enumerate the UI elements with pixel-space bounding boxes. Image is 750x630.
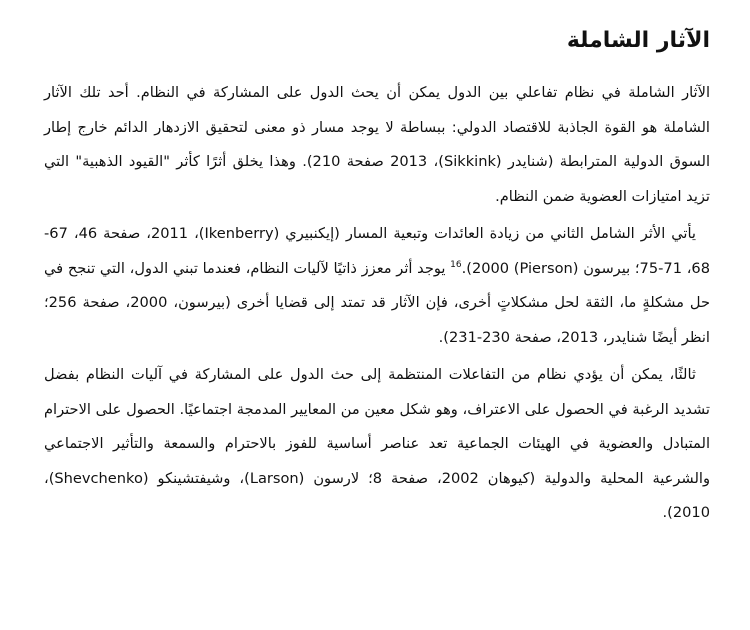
section-heading: الآثار الشاملة bbox=[566, 28, 710, 53]
paragraph-2-text-start: يأتي الأثر الشامل الثاني من زيادة العائدات وتبعية المسار (إيكنبيري (Ikenberry)، 2011، صفحة 46، 67-68، 71-75؛ بيرسون (Pierson) 2000). bbox=[44, 225, 710, 277]
paragraph-1: الآثار الشاملة في نظام تفاعلي بين الدول يمكن أن يحث الدول على المشاركة في النظام. أحد تلك الآثار الشاملة هو القوة الجاذبة للاقتصاد الدولي: ببساطة لا يوجد مسار ذو معنى لتحقيق الازدهار الدائم خارج إطار السوق الدولية المترابطة (شنايدر (Sikkink)، 2013 صفحة 210). وهذا يخلق أثرًا كأثر "القيود الذهبية" التي تزيد امتيازات العضوية ضمن النظام. bbox=[44, 84, 710, 205]
paragraph-3: ثالثًا، يمكن أن يؤدي نظام من التفاعلات المنتظمة إلى حث الدول على المشاركة في آليات النظام بفضل تشديد الرغبة في الحصول على الاعتراف، وهو شكل معين من المعايير المدمجة اجتماعيًا. الحصول على الاحترام المتبادل والعضوية في الهيئات الجماعية تعد عناصر أساسية للفوز بالاحترام والسمعة والتأثير الاجتماعي والشرعية المحلية والدولية (كيوهان 2002، صفحة 8؛ لارسون (Larson)، وشيفتشينكو (Shevchenko)، 2010). bbox=[44, 366, 711, 521]
footnote-marker: 16 bbox=[450, 259, 462, 270]
paragraph-2 bbox=[44, 217, 710, 355]
paragraph-2-text-end: يوجد أثر معزز ذاتيًا لآليات النظام، فعندما تبني الدول، التي تنجح في حل مشكلةٍ ما، الثقة لحل مشكلاتٍ أخرى، فإن الآثار قد تمتد إلى قضايا أخرى (بيرسون، 2000، صفحة 256؛ انظر أيضًا شنايدر، 2013، صفحة 230-231). bbox=[44, 259, 710, 346]
